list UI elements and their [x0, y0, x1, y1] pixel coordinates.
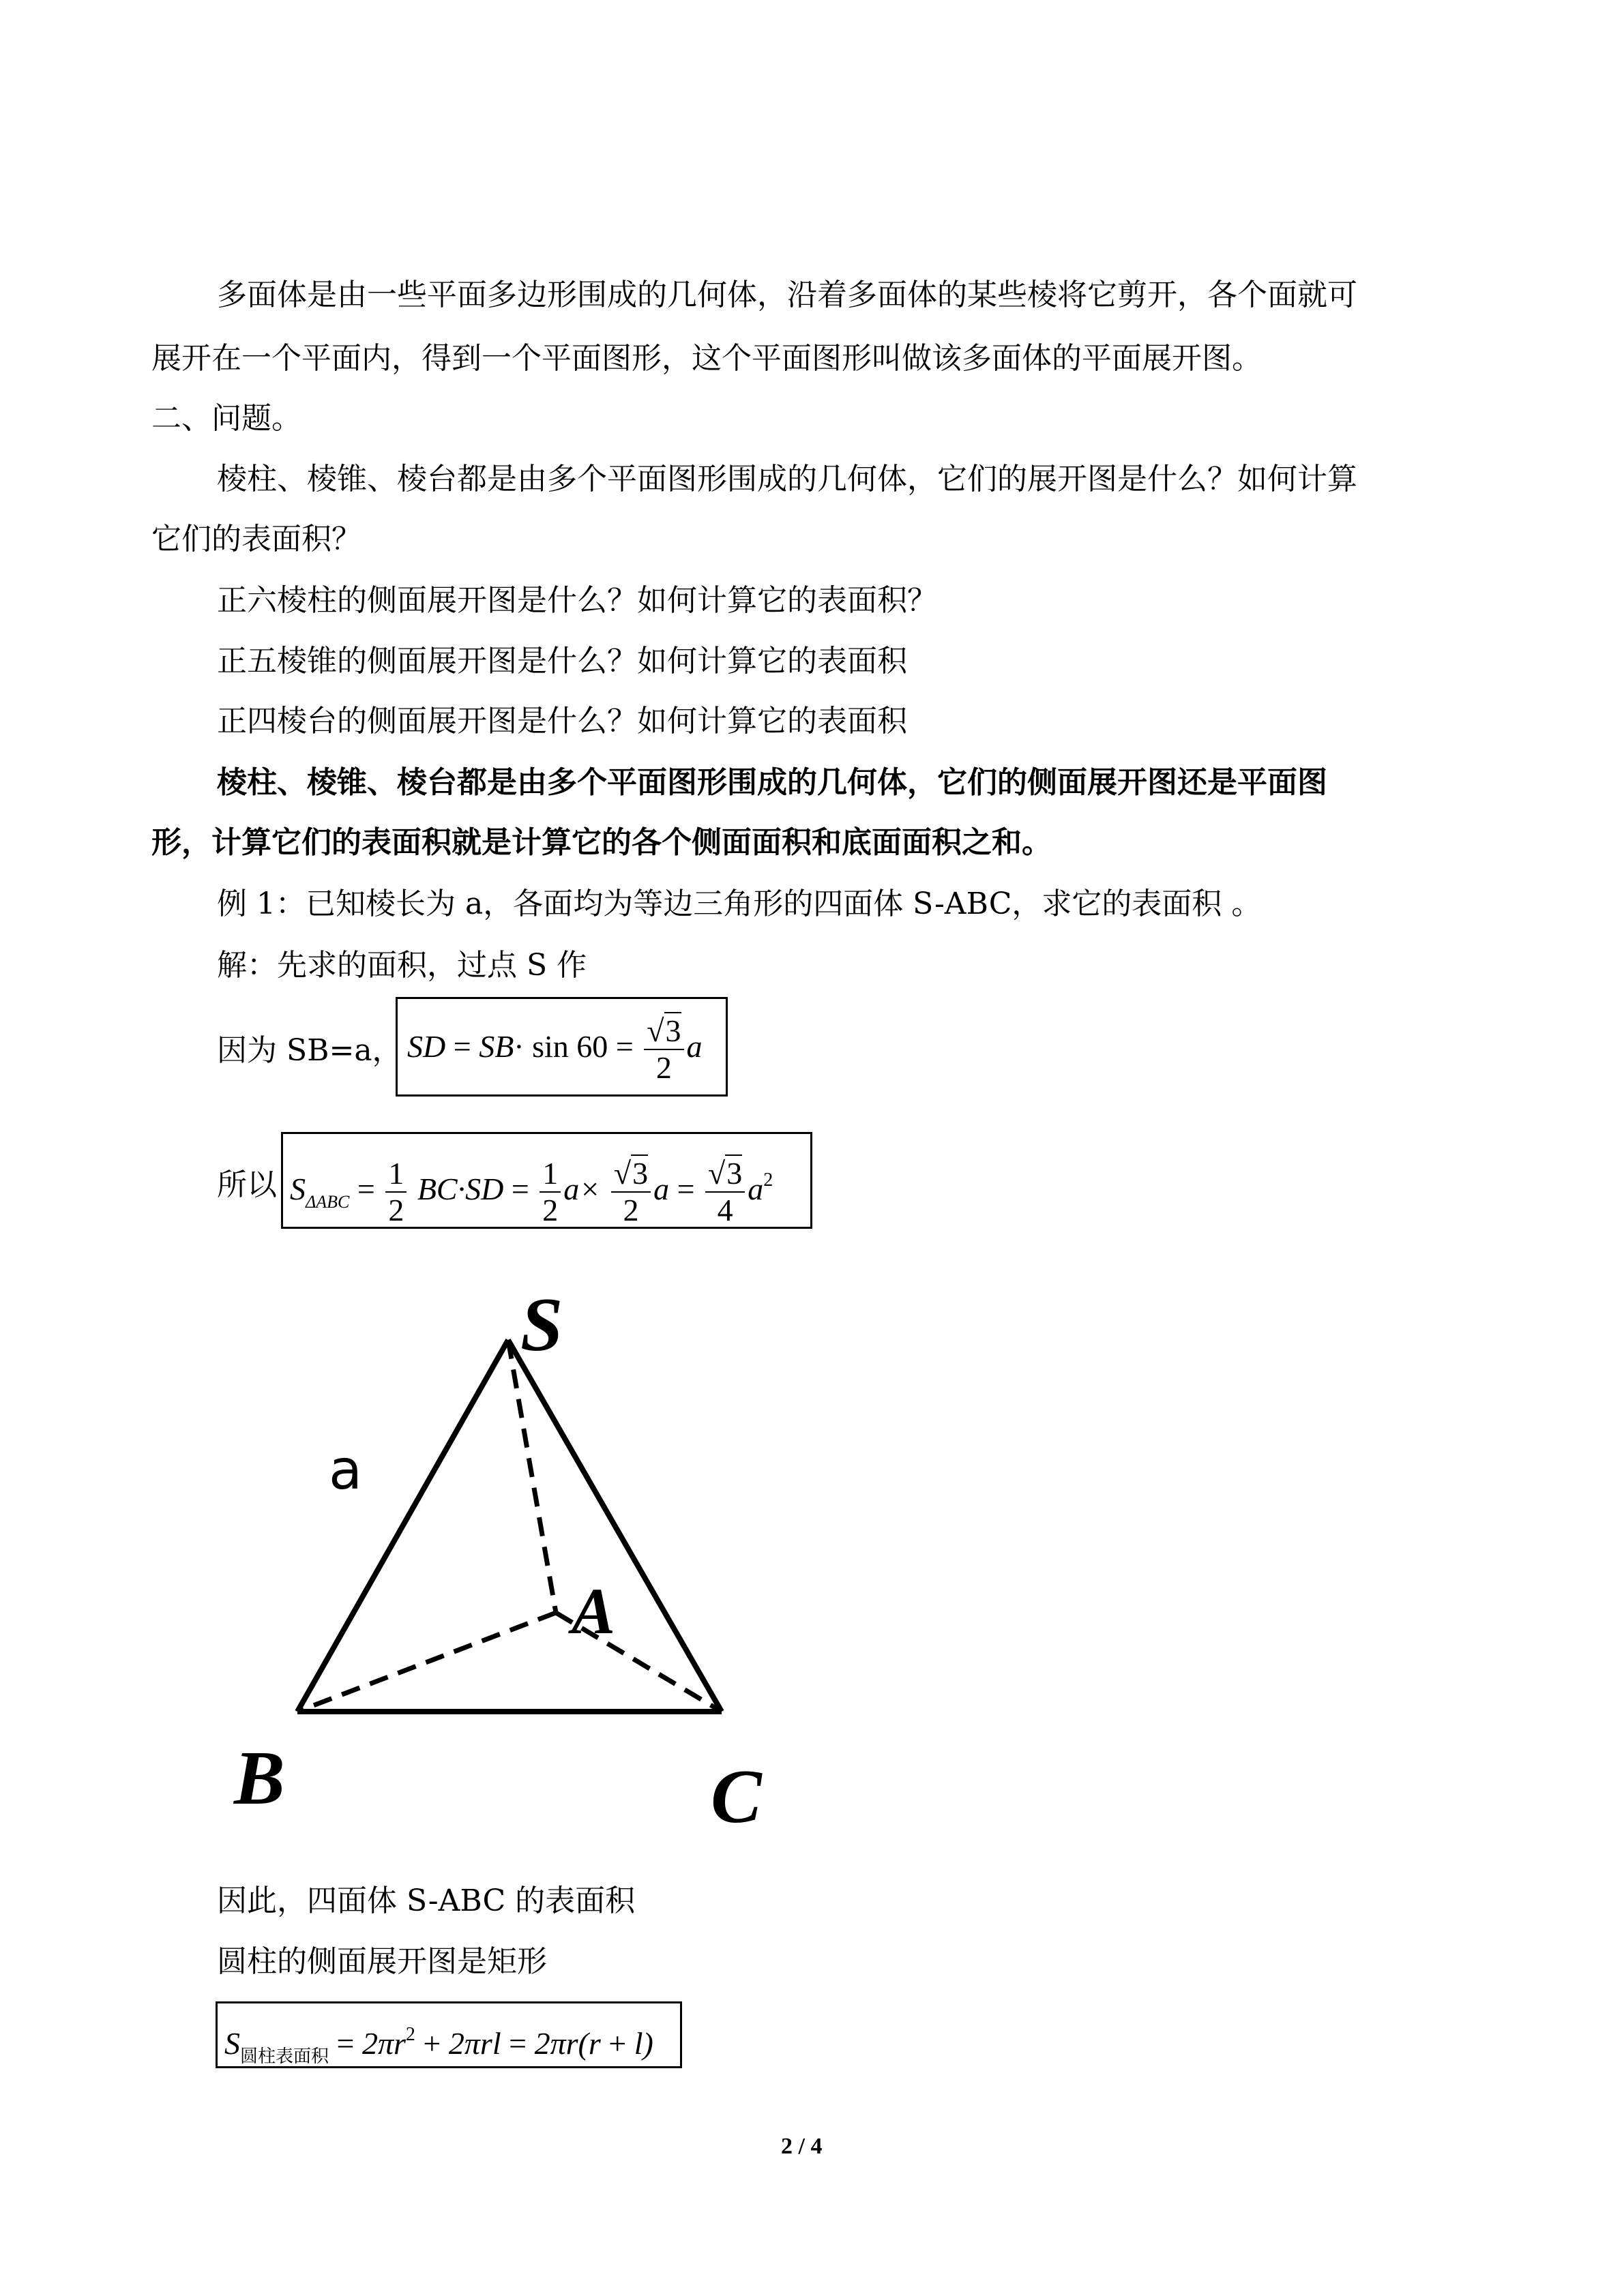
formula-term: S	[290, 1172, 306, 1206]
vertex-label-B: B	[234, 1736, 285, 1821]
edge-label-a: a	[329, 1438, 363, 1502]
formula-term: S	[224, 2026, 240, 2061]
formula-sub: 圆柱表面积	[240, 2046, 329, 2066]
formula-term: 3	[665, 1013, 681, 1049]
formula-sub: ΔABC	[306, 1192, 350, 1212]
page-number: 2 / 4	[781, 2134, 823, 2159]
formula-term: 2πr(r	[534, 2026, 601, 2061]
formula-op: =	[509, 2026, 527, 2061]
formula-term: 1	[540, 1156, 561, 1193]
formula-op: =	[677, 1172, 695, 1206]
cylinder-text: 圆柱的侧面展开图是矩形	[217, 1944, 547, 1979]
formula-term: 2πrl	[448, 2026, 501, 2061]
formula-op: +	[608, 2026, 627, 2061]
paragraph-line: 棱柱、棱锥、棱台都是由多个平面图形围成的几何体，它们的展开图是什么？如何计算	[217, 462, 1357, 496]
solution-text: 解：先求的面积，过点 S 作	[217, 948, 587, 983]
section-heading: 二、问题。	[151, 401, 301, 436]
key-statement-line: 形，计算它们的表面积就是计算它的各个侧面面积和底面面积之和。	[151, 825, 1052, 860]
formula-term: 2	[623, 1193, 639, 1228]
formula-term: 4	[717, 1193, 733, 1228]
vertex-label-C: C	[711, 1755, 762, 1839]
formula-op: ·	[514, 1029, 525, 1064]
formula-op: =	[511, 1172, 529, 1206]
formula-term: a	[686, 1029, 703, 1064]
edge-AB	[297, 1613, 556, 1712]
formula-term: 2πr	[361, 2026, 406, 2061]
formula-term: SD	[407, 1029, 446, 1064]
formula-term: SB	[479, 1029, 514, 1064]
key-statement-line: 棱柱、棱锥、棱台都是由多个平面图形围成的几何体，它们的侧面展开图还是平面图	[217, 765, 1327, 800]
paragraph-line: 它们的表面积？	[151, 522, 361, 556]
formula-term: BC·SD	[417, 1172, 504, 1206]
formula-box-area: $S_{\Delta ABC}$ = $\frac{1}{2}$ BC·SD = $\frac{1}{2}$ a× $\frac{√3}{2}$ a = $\frac{√3}{4}$ $a^2$	[281, 1132, 812, 1229]
vertex-label-S: S	[520, 1283, 563, 1367]
formula-op: =	[615, 1029, 634, 1064]
question-line: 正四棱台的侧面展开图是什么？如何计算它的表面积	[217, 704, 907, 739]
formula-term: l)	[634, 2026, 653, 2061]
example-text: 例 1：已知棱长为 a，各面均为等边三角形的四面体 S-ABC，求它的表面积 。	[217, 886, 1262, 921]
formula-term: 1	[385, 1156, 407, 1193]
edge-SB	[297, 1340, 508, 1712]
so-text: 所以	[217, 1167, 277, 1202]
therefore-text: 因此，四面体 S-ABC 的表面积	[217, 1883, 636, 1918]
question-line: 正六棱柱的侧面展开图是什么？如何计算它的表面积？	[217, 583, 937, 618]
question-line: 正五棱锥的侧面展开图是什么？如何计算它的表面积	[217, 644, 907, 679]
paragraph-line: 展开在一个平面内，得到一个平面图形，这个平面图形叫做该多面体的平面展开图。	[151, 341, 1262, 376]
formula-box-sd: SD = SB· sin 60 = $\frac{√3}{2}$ a	[396, 997, 728, 1097]
formula-term: 2	[542, 1193, 559, 1228]
formula-box-cylinder	[216, 2001, 682, 2068]
formula-op: =	[453, 1029, 471, 1064]
formula-term: sin 60	[532, 1029, 608, 1064]
formula-term: 2	[388, 1193, 404, 1228]
formula-term: 2	[655, 1050, 672, 1086]
formula-op: +	[423, 2026, 441, 2061]
formula-term: a	[653, 1172, 670, 1206]
formula-term: 3	[726, 1156, 743, 1191]
vertex-label-A: A	[572, 1575, 616, 1648]
paragraph-line: 多面体是由一些平面多边形围成的几何体，沿着多面体的某些棱将它剪开，各个面就可	[217, 278, 1357, 312]
formula-term: 3	[632, 1156, 649, 1191]
formula-sup: 2	[763, 1169, 773, 1191]
formula-sup: 2	[405, 2024, 415, 2045]
because-text: 因为 SB=a，	[217, 1033, 402, 1068]
formula-op: =	[336, 2026, 355, 2061]
formula-term: a	[748, 1172, 764, 1206]
formula-op: =	[357, 1172, 375, 1206]
formula-term: a×	[563, 1172, 601, 1206]
